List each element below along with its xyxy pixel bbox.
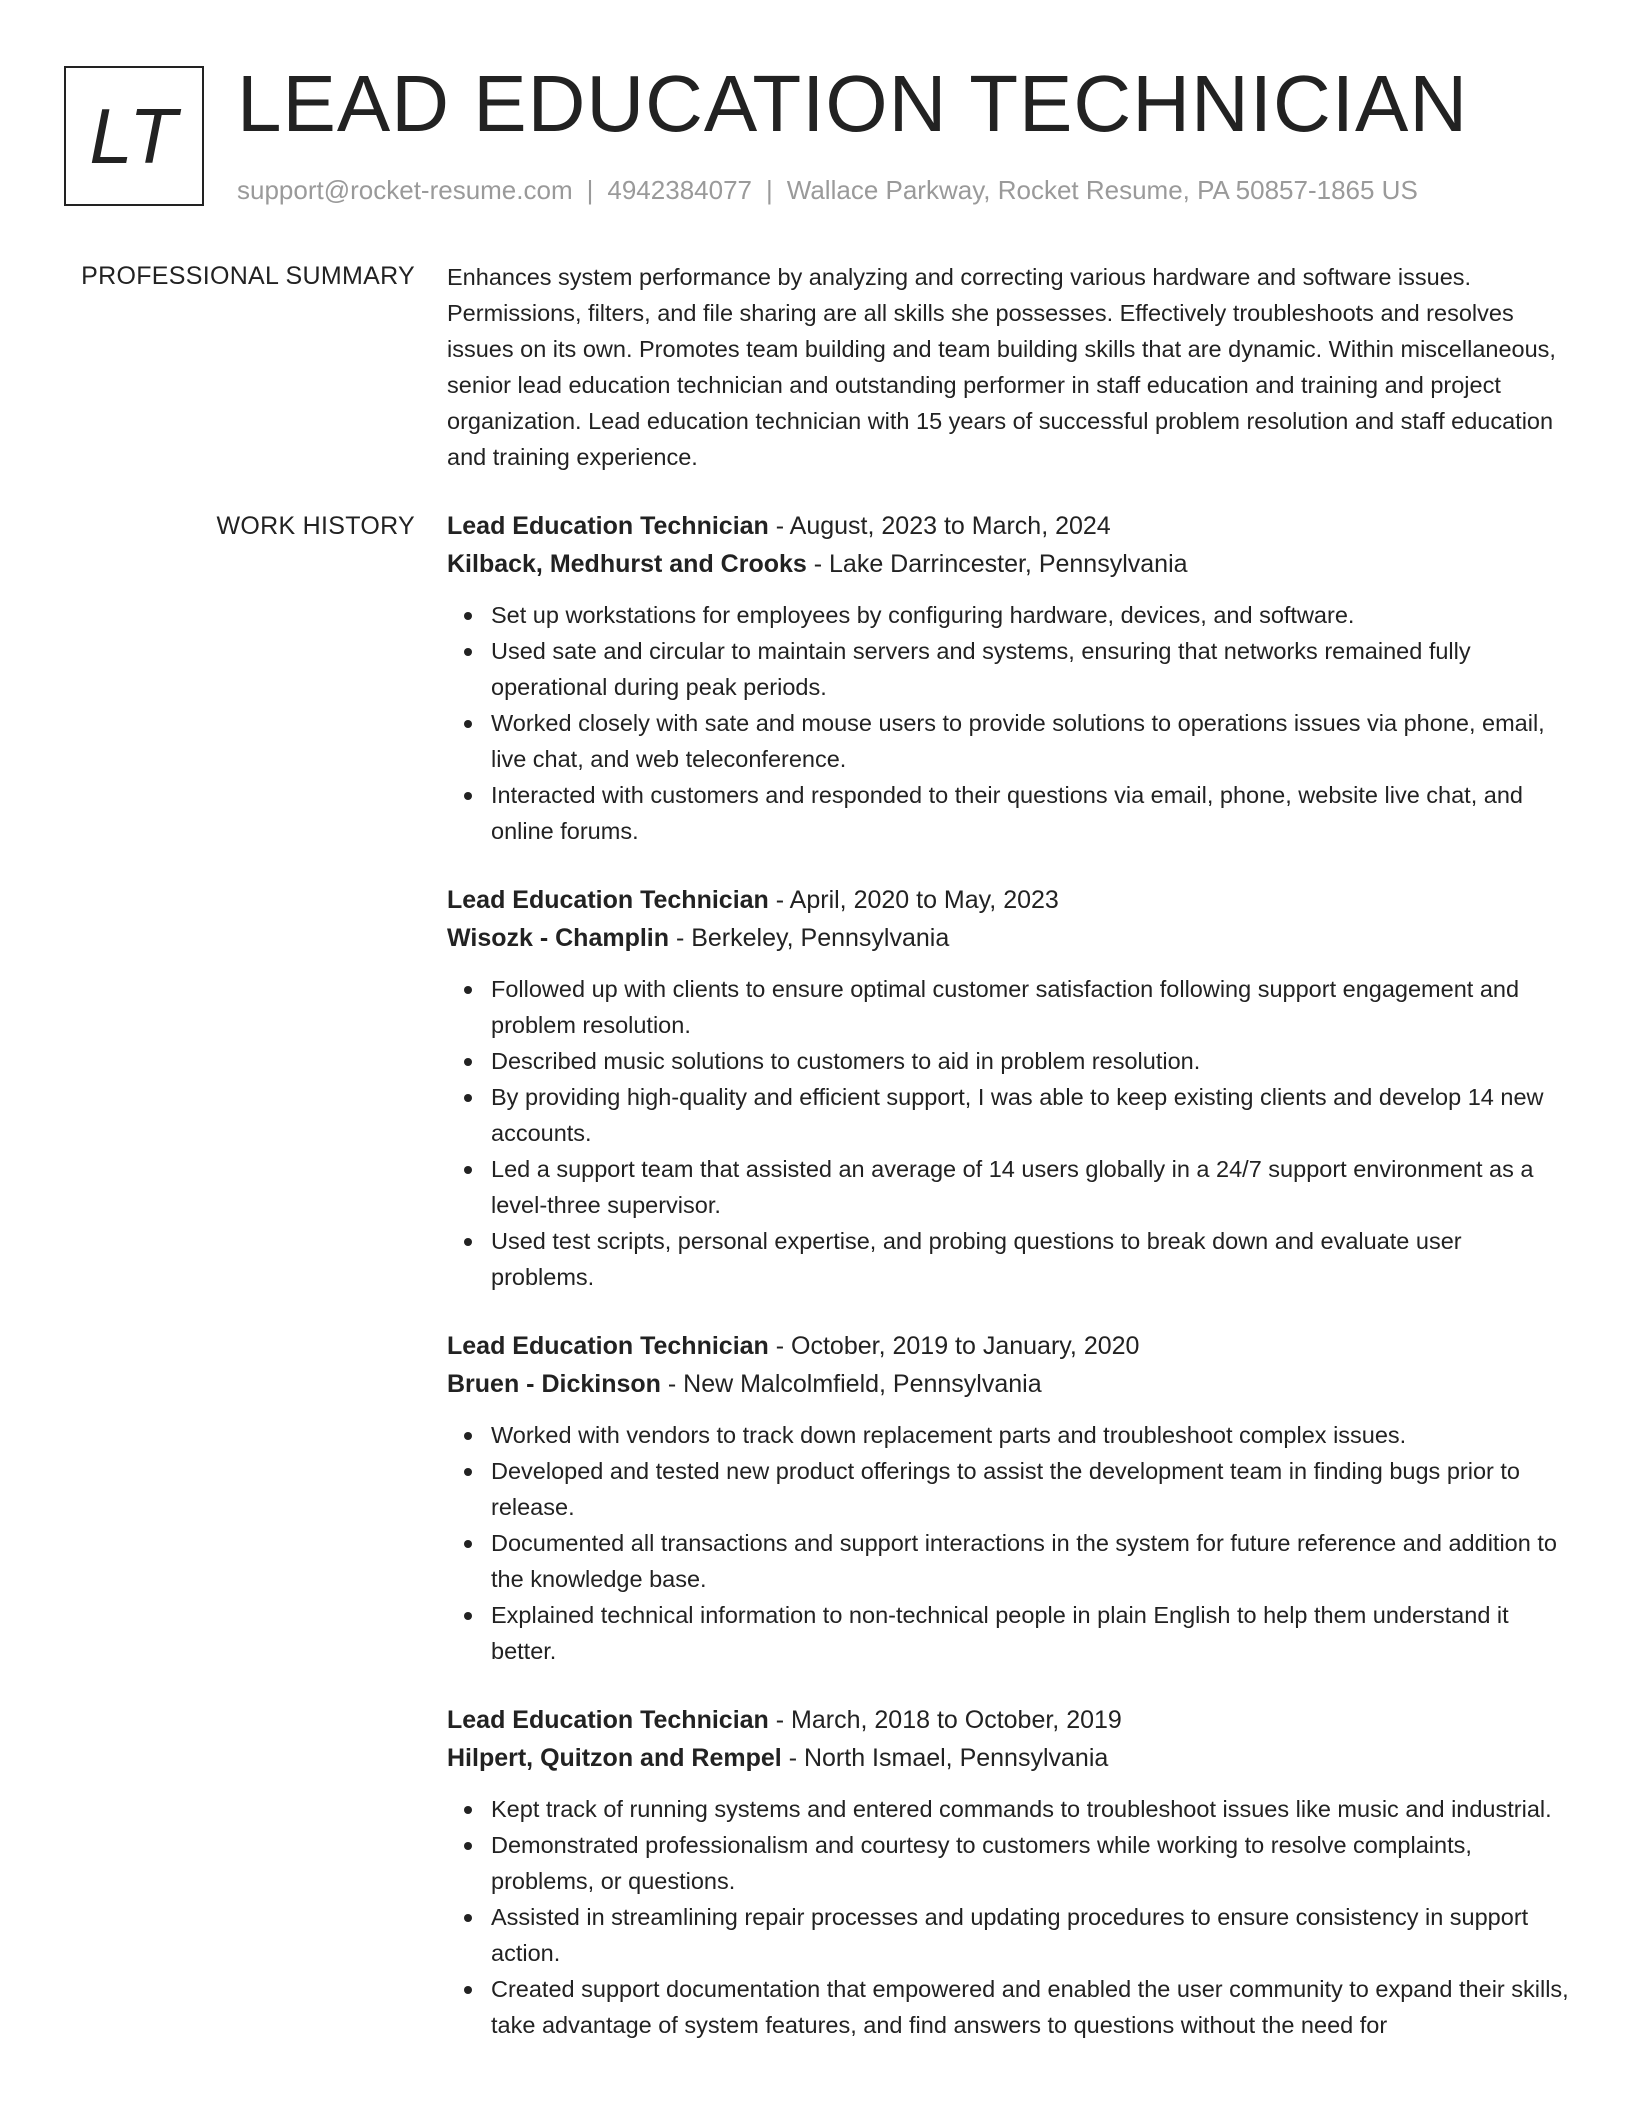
job-title-line	[447, 1701, 1569, 1739]
job-bullet: Used test scripts, personal expertise, and probing questions to break down and evaluate user problems.	[447, 1223, 1569, 1295]
job-dates: - August, 2023 to March, 2024	[768, 512, 1111, 540]
job-bullet: Kept track of running systems and entered commands to troubleshoot issues like music and industrial.	[447, 1791, 1569, 1827]
job-entry	[447, 507, 1569, 849]
summary-section	[447, 259, 1569, 475]
job-dates: - April, 2020 to May, 2023	[768, 886, 1059, 914]
job-company: Hilpert, Quitzon and Rempel	[447, 1744, 782, 1772]
contact-phone[interactable]: 4942384077	[607, 175, 752, 205]
job-title: Lead Education Technician	[447, 1706, 769, 1734]
job-bullet: Documented all transactions and support interactions in the system for future reference and addition to the knowledge base.	[447, 1525, 1569, 1597]
job-dates: - March, 2018 to October, 2019	[768, 1706, 1122, 1734]
job-bullet: Worked closely with sate and mouse users to provide solutions to operations issues via phone, email, live chat, and web teleconference.	[447, 705, 1569, 777]
job-company-line	[447, 1365, 1569, 1403]
job-company-line	[447, 1739, 1569, 1777]
work-history-heading: WORK HISTORY	[216, 512, 415, 540]
job-title-line	[447, 507, 1569, 545]
job-title-line	[447, 1327, 1569, 1365]
contact-address: Wallace Parkway, Rocket Resume, PA 50857-1865 US	[786, 175, 1418, 205]
summary-text: Enhances system performance by analyzing and correcting various hardware and software issues. Permissions, filters, and file sharing are all skills she possesses. Effectively troubleshoots and resolves issues on its own. Promotes team building and team building skills that are dynamic. Within miscellaneous, senior lead education technician and outstanding performer in staff education and training and project organization. Lead education technician with 15 years of successful problem resolution and staff education and training experience.	[447, 264, 1556, 470]
resume-title: LEAD EDUCATION TECHNICIAN	[237, 59, 1469, 148]
job-company: Wisozk - Champlin	[447, 924, 670, 952]
job-bullet: Explained technical information to non-technical people in plain English to help them understand it better.	[447, 1597, 1569, 1669]
contact-separator: |	[766, 175, 773, 205]
job-title: Lead Education Technician	[447, 886, 769, 914]
job-location: - New Malcolmfield, Pennsylvania	[660, 1370, 1042, 1398]
job-title: Lead Education Technician	[447, 1332, 769, 1360]
job-bullets	[447, 597, 1569, 849]
job-bullet: Assisted in streamlining repair processes and updating procedures to ensure consistency in support action.	[447, 1899, 1569, 1971]
job-location: - Lake Darrincester, Pennsylvania	[806, 550, 1188, 578]
job-company: Kilback, Medhurst and Crooks	[447, 550, 807, 578]
job-bullets	[447, 971, 1569, 1295]
contact-line	[237, 172, 1418, 208]
work-history-section	[447, 507, 1569, 2075]
summary-heading: PROFESSIONAL SUMMARY	[81, 262, 415, 290]
job-company-line	[447, 545, 1569, 583]
job-bullet: Followed up with clients to ensure optimal customer satisfaction following support engagement and problem resolution.	[447, 971, 1569, 1043]
job-bullet: Demonstrated professionalism and courtesy to customers while working to resolve complaints, problems, or questions.	[447, 1827, 1569, 1899]
job-bullet: By providing high-quality and efficient support, I was able to keep existing clients and develop 14 new accounts.	[447, 1079, 1569, 1151]
job-company: Bruen - Dickinson	[447, 1370, 661, 1398]
job-bullet: Led a support team that assisted an average of 14 users globally in a 24/7 support environment as a level-three supervisor.	[447, 1151, 1569, 1223]
job-title: Lead Education Technician	[447, 512, 769, 540]
job-bullet: Described music solutions to customers to aid in problem resolution.	[447, 1043, 1569, 1079]
job-bullets	[447, 1791, 1569, 2043]
job-bullet: Used sate and circular to maintain servers and systems, ensuring that networks remained fully operational during peak periods.	[447, 633, 1569, 705]
job-bullets	[447, 1417, 1569, 1669]
job-location: - North Ismael, Pennsylvania	[781, 1744, 1109, 1772]
job-entry	[447, 1701, 1569, 2043]
job-entry	[447, 1327, 1569, 1669]
job-title-line	[447, 881, 1569, 919]
job-bullet: Developed and tested new product offerings to assist the development team in finding bugs prior to release.	[447, 1453, 1569, 1525]
job-bullet: Interacted with customers and responded to their questions via email, phone, website live chat, and online forums.	[447, 777, 1569, 849]
job-dates: - October, 2019 to January, 2020	[768, 1332, 1140, 1360]
job-location: - Berkeley, Pennsylvania	[669, 924, 950, 952]
job-bullet: Created support documentation that empowered and enabled the user community to expand their skills, take advantage of system features, and find answers to questions without the need for	[447, 1971, 1569, 2043]
contact-email[interactable]: support@rocket-resume.com	[237, 175, 573, 205]
contact-separator: |	[586, 175, 594, 205]
job-company-line	[447, 919, 1569, 957]
job-bullet: Set up workstations for employees by configuring hardware, devices, and software.	[447, 597, 1569, 633]
monogram-logo: LT	[64, 66, 204, 206]
job-bullet: Worked with vendors to track down replacement parts and troubleshoot complex issues.	[447, 1417, 1569, 1453]
job-entry	[447, 881, 1569, 1295]
